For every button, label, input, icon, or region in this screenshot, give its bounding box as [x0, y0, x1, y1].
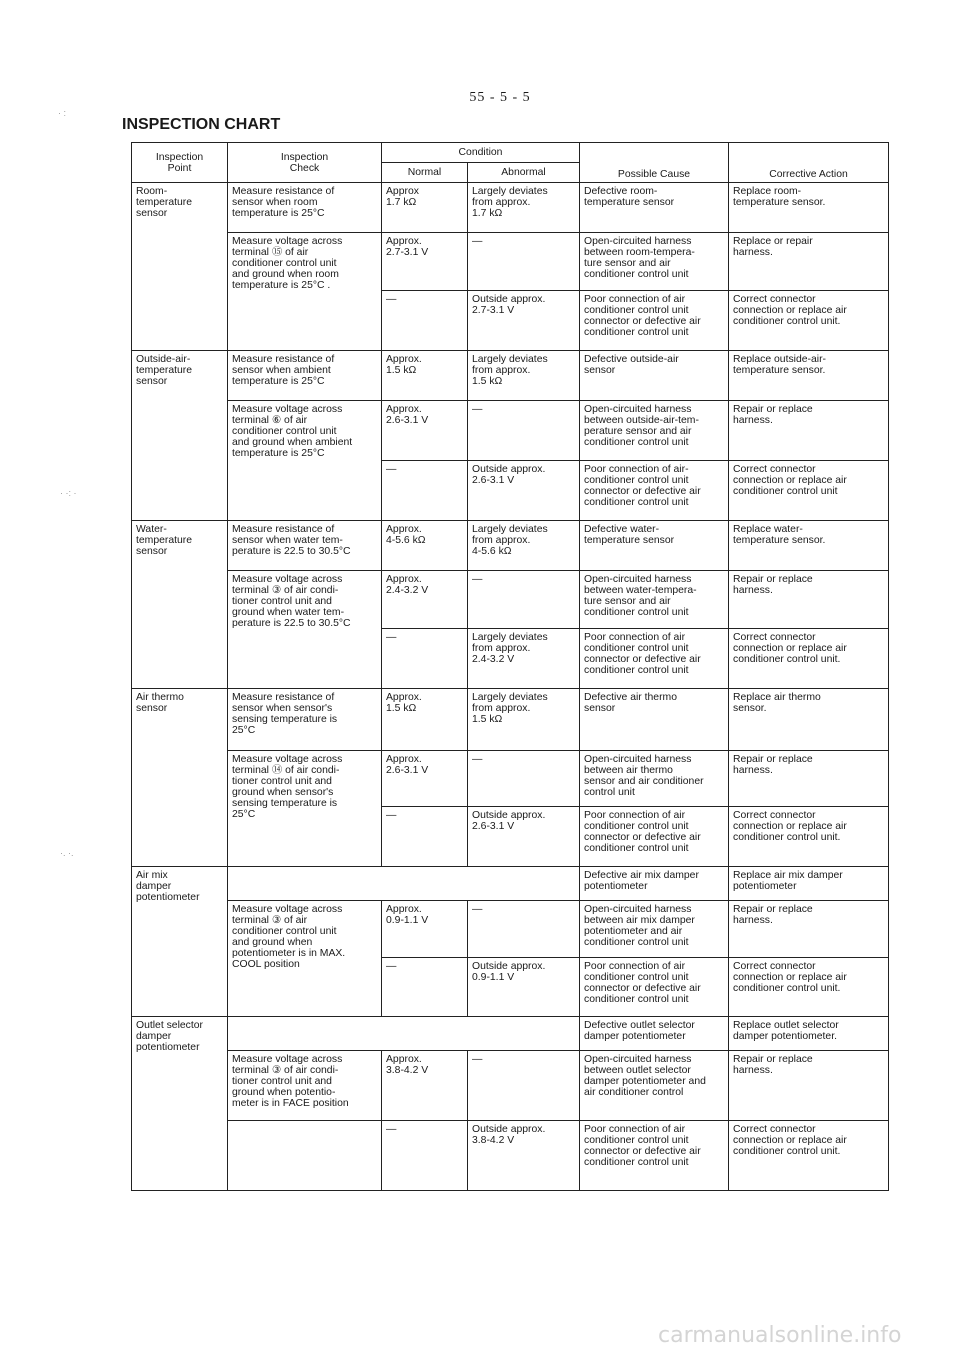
header-condition: Condition — [382, 143, 580, 163]
corrective-action-cell: Repair or replace harness. — [729, 901, 889, 958]
inspection-check-cell: Measure resistance of sensor when ambient temperature is 25°C — [228, 351, 382, 401]
possible-cause-cell: Poor connection of air conditioner control unit connector or defective air conditioner control unit — [580, 958, 729, 1017]
corrective-action-cell: Replace outside-air- temperature sensor. — [729, 351, 889, 401]
possible-cause-cell: Open-circuited harness between room-tempera- ture sensor and air conditioner control unit — [580, 233, 729, 291]
abnormal-cell: — — [468, 571, 580, 629]
corrective-action-cell: Repair or replace harness. — [729, 1051, 889, 1121]
corrective-action-cell: Repair or replace harness. — [729, 751, 889, 807]
possible-cause-cell: Open-circuited harness between water-tempera- ture sensor and air conditioner control unit — [580, 571, 729, 629]
inspection-check-cell: Measure voltage across terminal ③ of air condi- tioner control unit and ground when water tem- perature is 22.5 to 30.5°C — [228, 571, 382, 689]
abnormal-cell: Largely deviates from approx. 1.7 kΩ — [468, 183, 580, 233]
header-inspection-point: Inspection Point — [132, 143, 228, 183]
abnormal-cell: Largely deviates from approx. 1.5 kΩ — [468, 351, 580, 401]
normal-cell: — — [382, 958, 468, 1017]
normal-cell: Approx. 3.8-4.2 V — [382, 1051, 468, 1121]
scan-speck: ·. ·. — [60, 848, 74, 858]
normal-cell: Approx. 4-5.6 kΩ — [382, 521, 468, 571]
abnormal-cell: Outside approx. 0.9-1.1 V — [468, 958, 580, 1017]
abnormal-cell: Largely deviates from approx. 4-5.6 kΩ — [468, 521, 580, 571]
abnormal-cell: — — [468, 233, 580, 291]
header-row — [132, 143, 889, 163]
normal-cell: Approx. 2.6-3.1 V — [382, 401, 468, 461]
possible-cause-cell: Poor connection of air- conditioner control unit connector or defective air conditioner control unit — [580, 461, 729, 521]
abnormal-cell: Largely deviates from approx. 2.4-3.2 V — [468, 629, 580, 689]
abnormal-cell: — — [468, 1051, 580, 1121]
abnormal-cell: — — [468, 901, 580, 958]
possible-cause-cell: Defective air thermo sensor — [580, 689, 729, 751]
inspection-point-cell: Outlet selector damper potentiometer — [132, 1017, 228, 1191]
table-row — [132, 901, 889, 958]
header-normal: Normal — [382, 163, 468, 183]
normal-cell: Approx. 2.6-3.1 V — [382, 751, 468, 807]
corrective-action-cell: Replace outlet selector damper potentiometer. — [729, 1017, 889, 1051]
header-possible-cause: Possible Cause — [580, 143, 729, 183]
abnormal-cell: Largely deviates from approx. 1.5 kΩ — [468, 689, 580, 751]
normal-cell: Approx 1.7 kΩ — [382, 183, 468, 233]
header-inspection-check: Inspection Check — [228, 143, 382, 183]
corrective-action-cell: Correct connector connection or replace air conditioner control unit. — [729, 807, 889, 867]
possible-cause-cell: Open-circuited harness between outside-air-tem- perature sensor and air conditioner control unit — [580, 401, 729, 461]
scan-speck: · : — [58, 108, 66, 118]
normal-cell: Approx. 2.7-3.1 V — [382, 233, 468, 291]
possible-cause-cell: Poor connection of air conditioner control unit connector or defective air conditioner control unit — [580, 291, 729, 351]
normal-cell: Approx. 2.4-3.2 V — [382, 571, 468, 629]
chart-title: INSPECTION CHART — [122, 116, 281, 133]
abnormal-cell: Outside approx. 2.7-3.1 V — [468, 291, 580, 351]
corrective-action-cell: Repair or replace harness. — [729, 571, 889, 629]
inspection-point-cell: Air mix damper potentiometer — [132, 867, 228, 1017]
inspection-check-cell: Measure voltage across terminal ③ of air conditioner control unit and ground when potentiometer is in MAX. COOL position — [228, 901, 382, 1017]
abnormal-cell: Outside approx. 3.8-4.2 V — [468, 1121, 580, 1191]
corrective-action-cell: Correct connector connection or replace air conditioner control unit. — [729, 629, 889, 689]
possible-cause-cell: Defective air mix damper potentiometer — [580, 867, 729, 901]
inspection-check-cell: Measure voltage across terminal ③ of air condi- tioner control unit and ground when potentio- meter is in FACE position — [228, 1051, 382, 1121]
normal-cell: — — [382, 291, 468, 351]
corrective-action-cell: Replace air mix damper potentiometer — [729, 867, 889, 901]
inspection-check-cell: Measure voltage across terminal ⑭ of air condi- tioner control unit and ground when sensor's sensing temperature is 25°C — [228, 751, 382, 867]
normal-cell: Approx. 1.5 kΩ — [382, 689, 468, 751]
inspection-chart-table — [131, 142, 889, 1191]
inspection-point-cell: Water- temperature sensor — [132, 521, 228, 689]
possible-cause-cell: Poor connection of air conditioner control unit connector or defective air conditioner control unit — [580, 807, 729, 867]
corrective-action-cell: Correct connector connection or replace air conditioner control unit. — [729, 291, 889, 351]
empty-cell — [228, 1121, 382, 1191]
abnormal-cell: — — [468, 401, 580, 461]
inspection-check-cell: Measure resistance of sensor when room temperature is 25°C — [228, 183, 382, 233]
table-row — [132, 351, 889, 401]
table-row — [132, 1121, 889, 1191]
inspection-point-cell: Outside-air- temperature sensor — [132, 351, 228, 521]
corrective-action-cell: Replace air thermo sensor. — [729, 689, 889, 751]
abnormal-cell: Outside approx. 2.6-3.1 V — [468, 807, 580, 867]
watermark: carmanualsonline.info — [658, 1323, 902, 1348]
table-row — [132, 1051, 889, 1121]
inspection-check-cell: Measure voltage across terminal ⑥ of air conditioner control unit and ground when ambient temperature is 25°C — [228, 401, 382, 521]
table-row — [132, 689, 889, 751]
possible-cause-cell: Defective outside-air sensor — [580, 351, 729, 401]
possible-cause-cell: Defective outlet selector damper potentiometer — [580, 1017, 729, 1051]
normal-cell: — — [382, 1121, 468, 1191]
corrective-action-cell: Replace water- temperature sensor. — [729, 521, 889, 571]
inspection-check-cell: Measure resistance of sensor when water tem- perature is 22.5 to 30.5°C — [228, 521, 382, 571]
table-row — [132, 571, 889, 629]
corrective-action-cell: Replace or repair harness. — [729, 233, 889, 291]
inspection-check-cell: Measure resistance of sensor when sensor's sensing temperature is 25°C — [228, 689, 382, 751]
empty-cell — [228, 1017, 580, 1051]
possible-cause-cell: Open-circuited harness between air thermo sensor and air conditioner control unit — [580, 751, 729, 807]
table-row — [132, 233, 889, 291]
corrective-action-cell: Correct connector connection or replace air conditioner control unit. — [729, 1121, 889, 1191]
normal-cell: Approx. 1.5 kΩ — [382, 351, 468, 401]
possible-cause-cell: Open-circuited harness between outlet selector damper potentiometer and air conditioner control — [580, 1051, 729, 1121]
table-row — [132, 183, 889, 233]
corrective-action-cell: Correct connector connection or replace air conditioner control unit — [729, 461, 889, 521]
normal-cell: — — [382, 807, 468, 867]
corrective-action-cell: Replace room- temperature sensor. — [729, 183, 889, 233]
inspection-point-cell: Air thermo sensor — [132, 689, 228, 867]
corrective-action-cell: Correct connector connection or replace air conditioner control unit. — [729, 958, 889, 1017]
normal-cell: Approx. 0.9-1.1 V — [382, 901, 468, 958]
possible-cause-cell: Poor connection of air conditioner control unit connector or defective air conditioner control unit — [580, 1121, 729, 1191]
inspection-check-cell: Measure voltage across terminal ⑮ of air conditioner control unit and ground when room temperature is 25°C . — [228, 233, 382, 351]
abnormal-cell: Outside approx. 2.6-3.1 V — [468, 461, 580, 521]
normal-cell: — — [382, 461, 468, 521]
header-corrective-action: Corrective Action — [729, 143, 889, 183]
table-row — [132, 751, 889, 807]
possible-cause-cell: Defective water- temperature sensor — [580, 521, 729, 571]
page-number: 55 - 5 - 5 — [469, 90, 531, 105]
empty-cell — [228, 867, 580, 901]
header-abnormal: Abnormal — [468, 163, 580, 183]
table-row — [132, 1017, 889, 1051]
table-row — [132, 401, 889, 461]
normal-cell: — — [382, 629, 468, 689]
possible-cause-cell: Defective room- temperature sensor — [580, 183, 729, 233]
possible-cause-cell: Open-circuited harness between air mix damper potentiometer and air conditioner control unit — [580, 901, 729, 958]
scan-speck: · ·: · — [60, 488, 77, 498]
corrective-action-cell: Repair or replace harness. — [729, 401, 889, 461]
possible-cause-cell: Poor connection of air conditioner control unit connector or defective air conditioner control unit — [580, 629, 729, 689]
abnormal-cell: — — [468, 751, 580, 807]
table-row — [132, 867, 889, 901]
inspection-point-cell: Room- temperature sensor — [132, 183, 228, 351]
table-row — [132, 521, 889, 571]
